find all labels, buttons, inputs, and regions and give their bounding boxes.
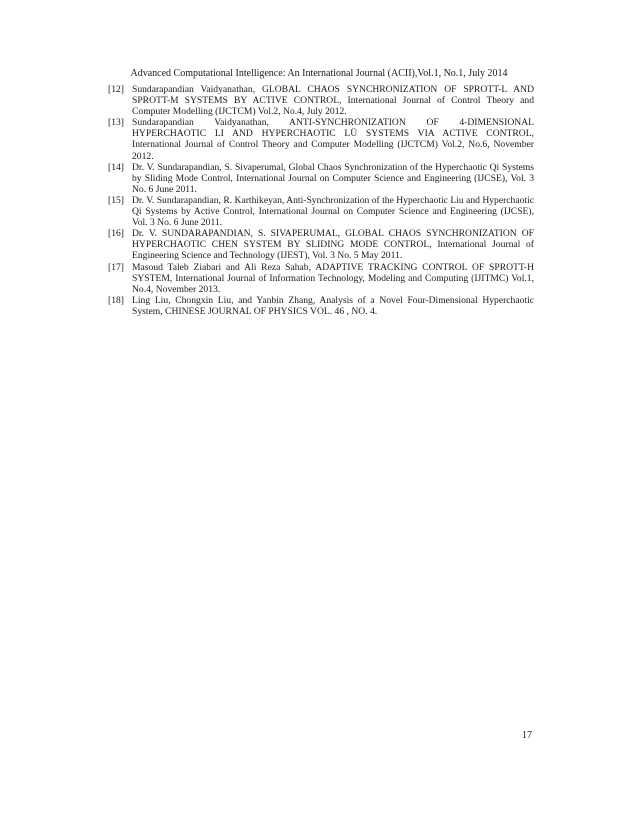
reference-item-18 [108,295,534,317]
reference-item-13 [108,117,534,161]
reference-item-16 [108,228,534,261]
reference-number: [17] [108,261,124,273]
reference-number: [16] [108,228,124,240]
reference-item-12 [108,84,534,117]
reference-number: [14] [108,161,124,173]
reference-text: Ling Liu, Chongxin Liu, and Yanbin Zhang, Analysis of a Novel Four-Dimensional Hyperchaotic System, CHINESE JOURNAL OF PHYSICS VOL. 46 , NO. 4. [132,294,534,317]
reference-number: [18] [108,294,124,306]
reference-text: Masoud Taleb Ziabari and Ali Reza Sahab, ADAPTIVE TRACKING CONTROL OF SPROTT-H SYSTEM, International Journal of Information Technology, Modeling and Computing (IJITMC) Vol.1, No.4, November 2013. [132,261,534,295]
reference-text: Sundarapandian Vaidyanathan, ANTI-SYNCHRONIZATION OF 4-DIMENSIONAL HYPERCHAOTIC LI AND HYPERCHAOTIC LÜ SYSTEMS VIA ACTIVE CONTROL, International Journal of Control Theory and Computer Modelling (IJCTCM) Vol.2, No.6, November 2012. [132,117,534,162]
reference-item-17 [108,262,534,295]
page-number: 17 [522,730,532,741]
reference-list [108,84,534,317]
reference-text: Dr. V. Sundarapandian, S. Sivaperumal, Global Chaos Synchronization of the Hyperchaotic Qi Systems by Sliding Mode Control, International Journal on Computer Science and Engineering (IJCSE), Vol. 3 No. 6 June 2011. [132,161,534,195]
reference-number: [15] [108,194,124,206]
reference-number: [12] [108,84,124,95]
reference-text: Dr. V. SUNDARAPANDIAN, S. SIVAPERUMAL, GLOBAL CHAOS SYNCHRONIZATION OF HYPERCHAOTIC CHEN SYSTEM BY SLIDING MODE CONTROL, International Journal of Engineering Science and Technology (IJEST), Vol. 3 No. 5 May 2011. [132,228,534,262]
reference-number: [13] [108,117,124,129]
reference-text: Sundarapandian Vaidyanathan, GLOBAL CHAOS SYNCHRONIZATION OF SPROTT-L AND SPROTT-M SYSTEMS BY ACTIVE CONTROL, International Journal of Control Theory and Computer Modelling (IJCTCM) Vol.2, No.4, July 2012. [132,84,534,118]
reference-item-14 [108,162,534,195]
reference-text: Dr. V. Sundarapandian, R. Karthikeyan, Anti-Synchronization of the Hyperchaotic Liu and Hyperchaotic Qi Systems by Active Control, International Journal on Computer Science and Engineering (IJCSE), Vol. 3 No. 6 June 2011. [132,194,534,229]
reference-item-15 [108,195,534,228]
running-header: Advanced Computational Intelligence: An International Journal (ACII),Vol.1, No.1, July 2014 [130,68,508,79]
